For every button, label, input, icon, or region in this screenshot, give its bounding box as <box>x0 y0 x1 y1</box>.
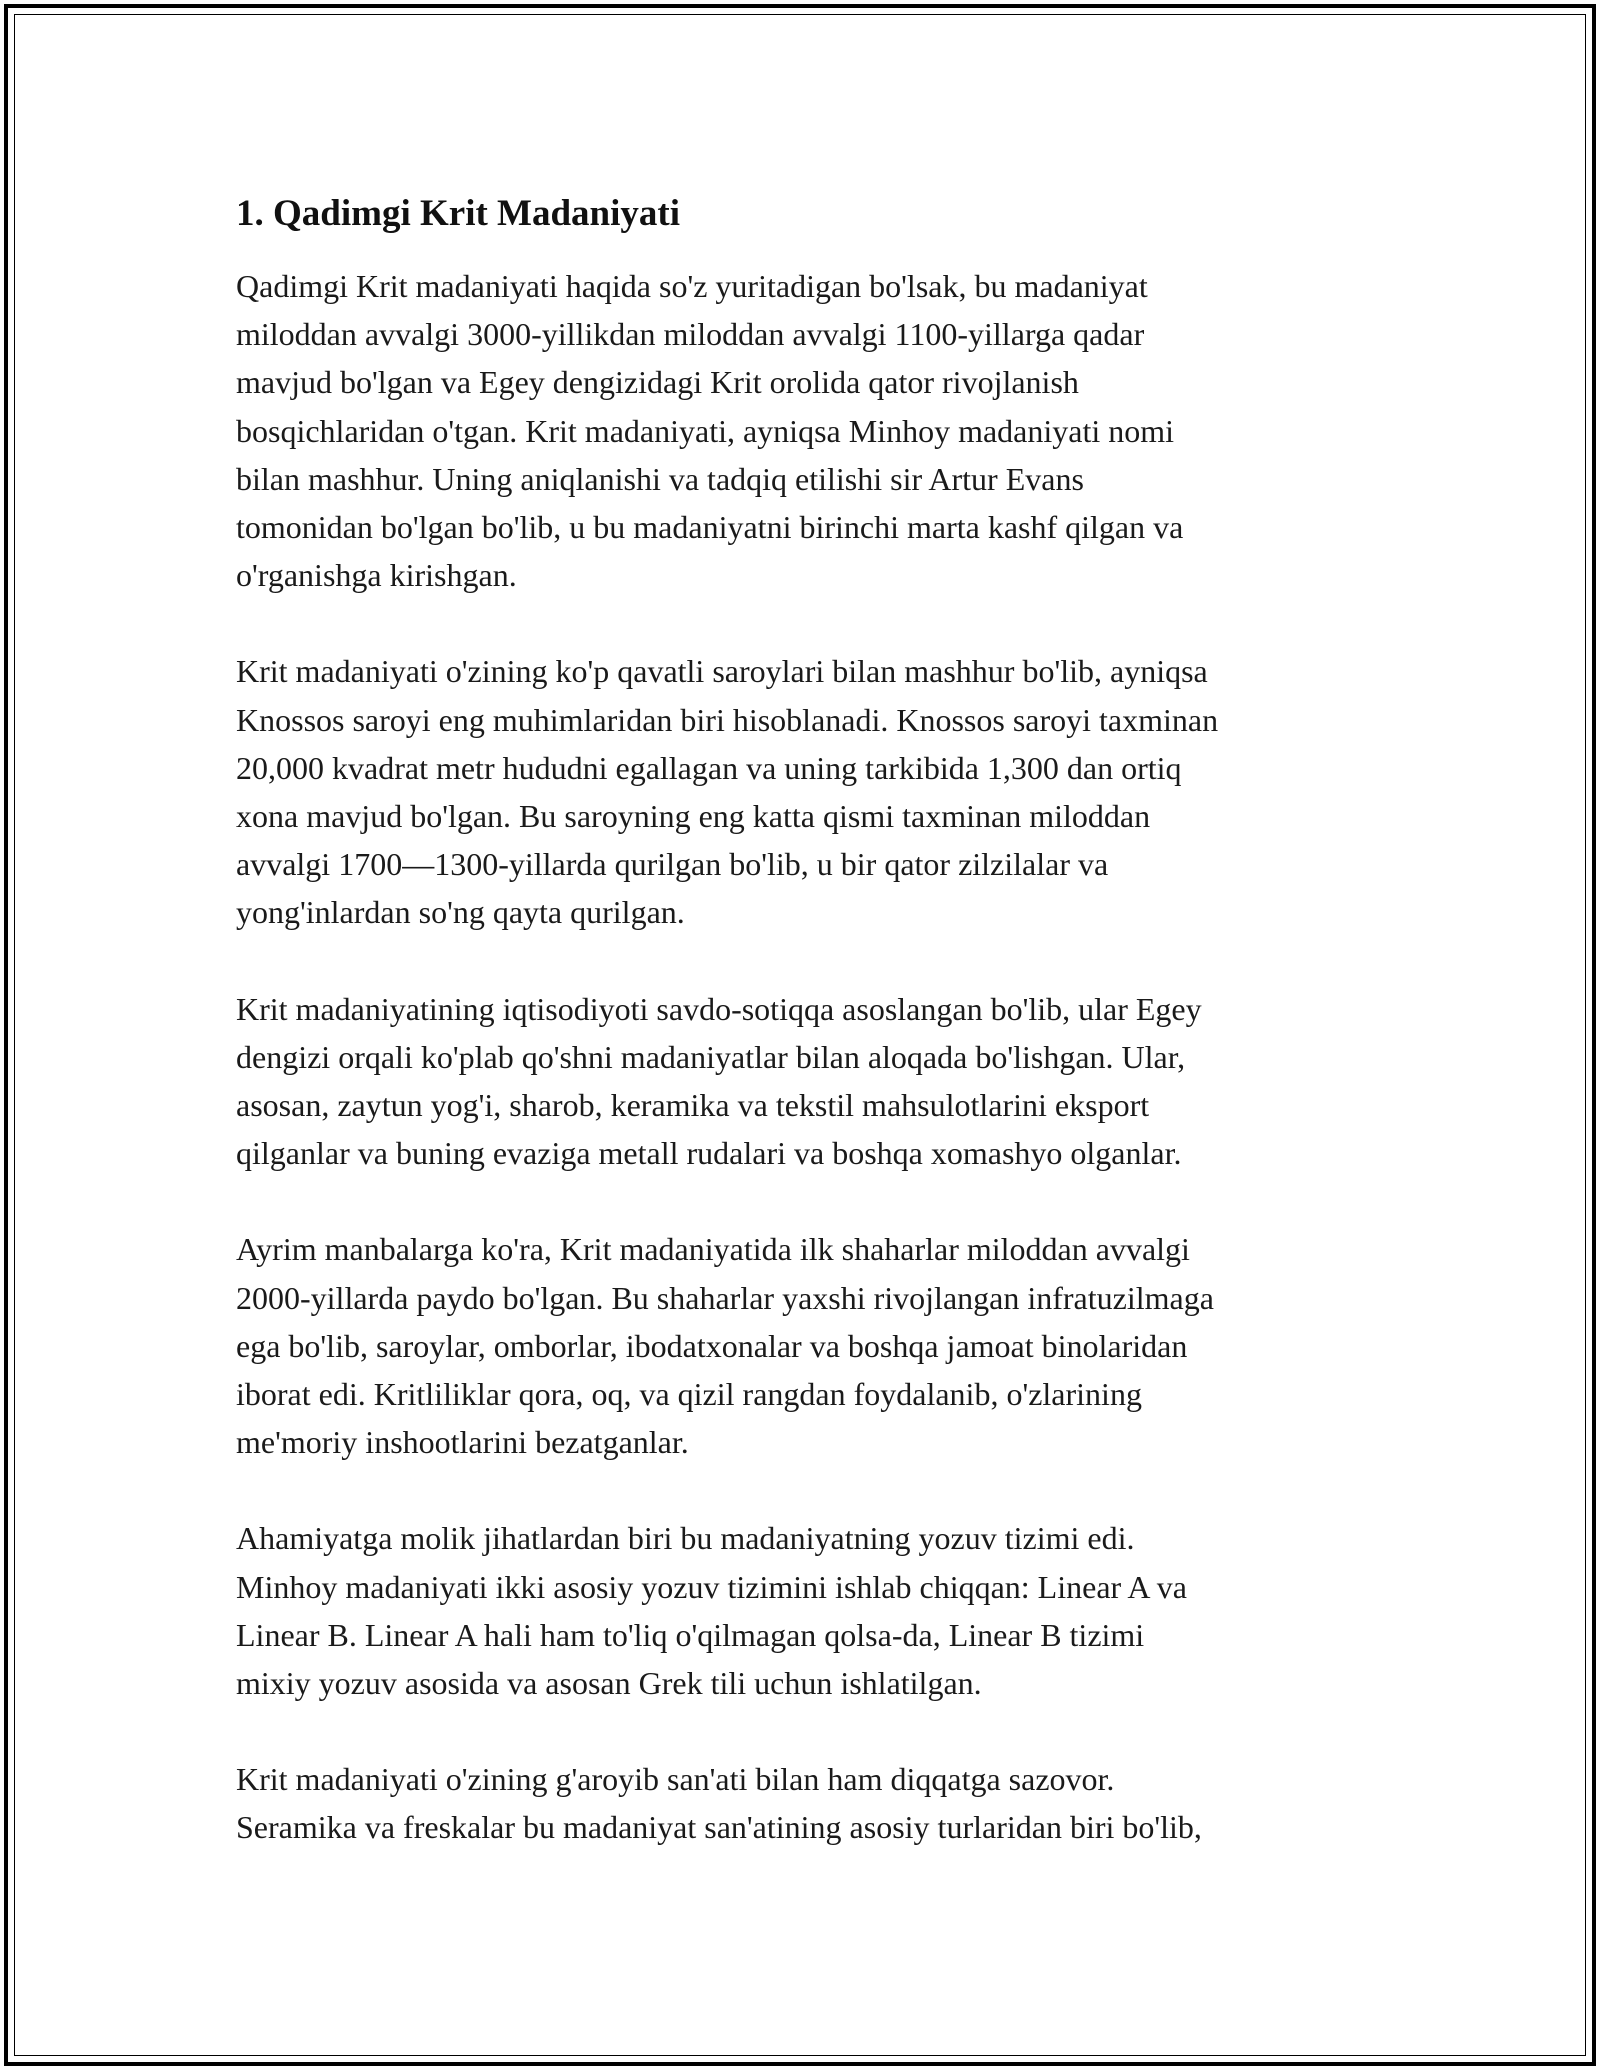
paragraph-4 <box>236 1225 1386 1466</box>
text-line: Krit madaniyatining iqtisodiyoti savdo-sotiqqa asoslangan bo'lib, ular Egey <box>236 990 1202 1027</box>
text-line: bosqichlaridan o'tgan. Krit madaniyati, ayniqsa Minhoy madaniyati nomi <box>236 412 1175 449</box>
text-line: dengizi orqali ko'plab qo'shni madaniyatlar bilan aloqada bo'lishgan. Ular, <box>236 1038 1186 1075</box>
text-line: iborat edi. Kritliliklar qora, oq, va qizil rangdan foydalanib, o'zlarining <box>236 1376 1142 1413</box>
section-heading: 1. Qadimgi Krit Madaniyati <box>236 193 680 234</box>
text-line: Qadimgi Krit madaniyati haqida so'z yuritadigan bo'lsak, bu madaniyat <box>236 268 1148 304</box>
text-line: Ayrim manbalarga ko'ra, Krit madaniyatida ilk shaharlar miloddan avvalgi <box>236 1231 1190 1268</box>
text-line: qilganlar va buning evaziga metall rudalari va boshqa xomashyo olganlar. <box>236 1135 1182 1172</box>
paragraph-5 <box>236 1514 1386 1707</box>
text-line: me'moriy inshootlarini bezatganlar. <box>236 1424 689 1461</box>
paragraph-list <box>236 262 1386 1852</box>
paragraph-6 <box>236 1755 1386 1851</box>
text-line: mavjud bo'lgan va Egey dengizidagi Krit orolida qator rivojlanish <box>236 364 1079 401</box>
text-line: mixiy yozuv asosida va asosan Grek tili uchun ishlatilgan. <box>236 1665 982 1702</box>
text-line: bilan mashhur. Uning aniqlanishi va tadqiq etilishi sir Artur Evans <box>236 460 1084 497</box>
text-line: miloddan avvalgi 3000-yillikdan miloddan avvalgi 1100-yillarga qadar <box>236 316 1145 353</box>
text-line: yong'inlardan so'ng qayta qurilgan. <box>236 894 685 931</box>
text-line: Knossos saroyi eng muhimlaridan biri hisoblanadi. Knossos saroyi taxminan <box>236 701 1219 738</box>
text-line: Krit madaniyati o'zining ko'p qavatli saroylari bilan mashhur bo'lib, ayniqsa <box>236 653 1208 690</box>
paragraph-1 <box>236 262 1386 599</box>
text-line: 2000-yillarda paydo bo'lgan. Bu shaharlar yaxshi rivojlangan infratuzilmaga <box>236 1279 1214 1316</box>
document-body <box>236 188 1386 1900</box>
paragraph-3 <box>236 985 1386 1178</box>
text-line: Minhoy madaniyati ikki asosiy yozuv tizimini ishlab chiqqan: Linear A va <box>236 1568 1187 1605</box>
text-line: xona mavjud bo'lgan. Bu saroyning eng katta qismi taxminan miloddan <box>236 798 1151 835</box>
text-line: Ahamiyatga molik jihatlardan biri bu madaniyatning yozuv tizimi edi. <box>236 1520 1135 1557</box>
text-line: o'rganishga kirishgan. <box>236 557 517 594</box>
text-line: Seramika va freskalar bu madaniyat san'atining asosiy turlaridan biri bo'lib, <box>236 1809 1202 1846</box>
paragraph-2 <box>236 647 1386 936</box>
text-line: Linear B. Linear A hali ham to'liq o'qilmagan qolsa-da, Linear B tizimi <box>236 1616 1145 1653</box>
text-line: ega bo'lib, saroylar, omborlar, ibodatxonalar va boshqa jamoat binolaridan <box>236 1327 1188 1364</box>
text-line: tomonidan bo'lgan bo'lib, u bu madaniyatni birinchi marta kashf qilgan va <box>236 509 1184 546</box>
text-line: 20,000 kvadrat metr hududni egallagan va uning tarkibida 1,300 dan ortiq <box>236 749 1182 786</box>
text-line: asosan, zaytun yog'i, sharob, keramika va tekstil mahsulotlarini eksport <box>236 1087 1150 1124</box>
text-line: Krit madaniyati o'zining g'aroyib san'ati bilan ham diqqatga sazovor. <box>236 1761 1115 1798</box>
text-line: avvalgi 1700—1300-yillarda qurilgan bo'lib, u bir qator zilzilalar va <box>236 846 1109 883</box>
